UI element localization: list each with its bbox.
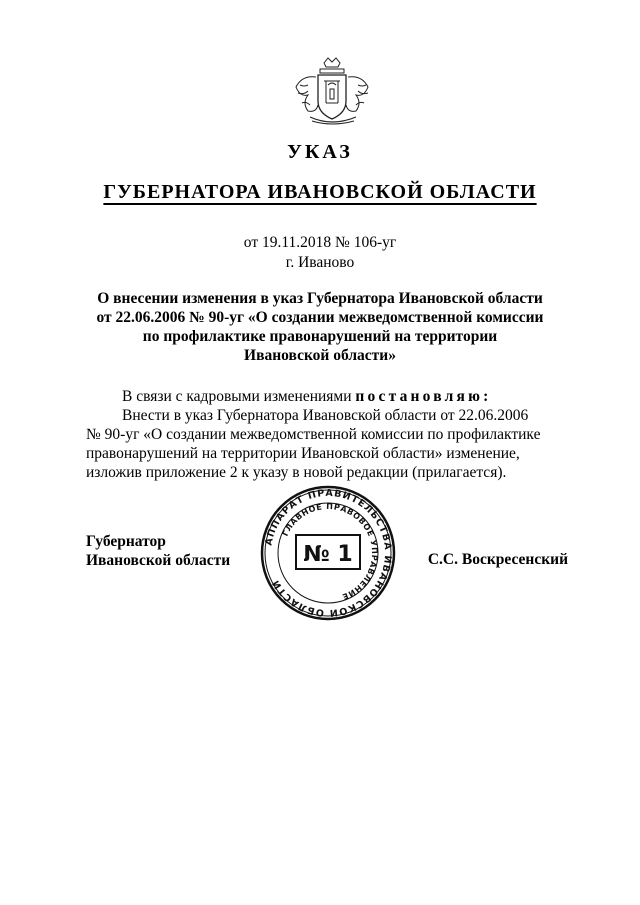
- city: г. Иваново: [285, 254, 355, 271]
- paragraph-line: Внести в указ Губернатора Ивановской области от 22.06.2006: [122, 407, 529, 424]
- signatory-name: С.С. Воскресенский: [427, 551, 568, 568]
- operative-paragraph: [86, 406, 568, 482]
- paragraph-line: правонарушений на территории Ивановской области» изменение,: [86, 445, 520, 462]
- paragraph-line: изложив приложение 2 к указу в новой редакции (прилагается).: [86, 464, 507, 481]
- official-stamp: [258, 483, 398, 623]
- date-number: от 19.11.2018 № 106-уг: [243, 234, 397, 251]
- paragraph-line: № 90-уг «О создании межведомственной комиссии по профилактике: [86, 426, 541, 443]
- issuer-title: ГУБЕРНАТОРА ИВАНОВСКОЙ ОБЛАСТИ: [103, 181, 537, 203]
- stamp-number: № 1: [303, 542, 353, 567]
- preamble-paragraph: [122, 387, 562, 406]
- document-subject: [0, 289, 640, 365]
- position-line: Ивановской области: [86, 552, 231, 569]
- subject-line: Ивановской области»: [244, 347, 396, 364]
- stamp-inner-text: ГЛАВНОЕ ПРАВОВОЕ УПРАВЛЕНИЕ: [280, 501, 380, 602]
- document-type-title: УКАЗ: [287, 141, 353, 163]
- signatory-position: [86, 532, 230, 570]
- subject-line: от 22.06.2006 № 90-уг «О создании межведомственной комиссии: [96, 309, 544, 326]
- preamble-text: В связи с кадровыми изменениями: [122, 388, 356, 405]
- position-line: Губернатор: [86, 533, 166, 550]
- decree-keyword: постановляю:: [355, 388, 492, 405]
- subject-line: по профилактике правонарушений на территории: [142, 328, 498, 345]
- subject-line: О внесении изменения в указ Губернатора Ивановской области: [97, 290, 543, 307]
- stamp-outer-text: АППАРАТ ПРАВИТЕЛЬСТВА ИВАНОВСКОЙ ОБЛАСТИ: [263, 487, 394, 619]
- coat-of-arms-icon: [290, 55, 376, 127]
